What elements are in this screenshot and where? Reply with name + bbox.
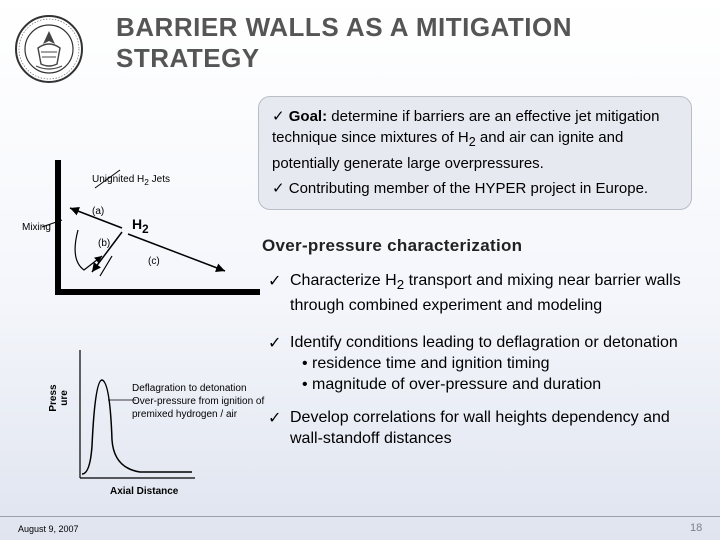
sub-list-item: • residence time and ignition timing	[302, 355, 550, 373]
goal-text-after: and air can ignite and potentially generate large overpressures.	[272, 129, 624, 172]
checkmark-icon: ✓	[268, 333, 282, 353]
ground-wall	[55, 289, 260, 295]
list-item: ✓ Characterize $H_2$ transport and mixing near barrier walls through combined experiment and modeling	[268, 271, 681, 315]
goal-subscript: 2	[468, 135, 476, 149]
goal-text: determine if barriers are an effective jet mitigation technique since mixtures of H	[272, 108, 660, 146]
footer-divider	[0, 516, 720, 517]
checkmark-icon: ✓	[272, 179, 285, 197]
checkmark-icon: ✓	[268, 271, 282, 290]
department-seal-logo	[14, 14, 84, 84]
slide-title: BARRIER WALLS AS A MITIGATION STRATEGY	[116, 12, 572, 73]
mixing-label: Mixing	[22, 222, 51, 233]
label-a: (a)	[92, 206, 105, 217]
contributing-text: Contributing member of the HYPER project in Europe.	[288, 180, 649, 197]
pressure-ylabel: Press ure	[48, 384, 70, 412]
checkmark-icon: ✓	[268, 408, 282, 428]
label-c: (c)	[148, 256, 160, 267]
h2-label: $H_2$	[132, 216, 149, 236]
bullet-list	[268, 270, 698, 457]
sub-list-item: • magnitude of over-pressure and duration	[302, 376, 602, 394]
footer-date: August 9, 2007	[18, 524, 79, 534]
checkmark-icon: ✓	[272, 107, 285, 125]
list-item: ✓ Identify conditions leading to deflagration or detonation • residence time and ignition timing • magnitude of over-pressure and duration	[268, 332, 698, 395]
contributing-item	[272, 178, 687, 199]
axial-distance-label: Axial Distance	[110, 486, 179, 497]
unignited-jets-label: Unignited $H_2$ Jets	[92, 174, 171, 187]
list-item: ✓ Develop correlations for wall heights dependency and wall-standoff distances	[268, 408, 670, 448]
label-b: (b)	[98, 238, 111, 249]
goal-item	[272, 106, 682, 174]
section-heading: Over-pressure characterization	[262, 236, 523, 255]
jet-arrow-c	[128, 234, 225, 271]
graph-note: Deflagration to detonation Over-pressure from ignition of premixed hydrogen / air	[132, 383, 265, 420]
page-number: 18	[690, 522, 703, 534]
goal-lead: Goal:	[288, 108, 328, 125]
barrier-wall	[55, 160, 61, 295]
